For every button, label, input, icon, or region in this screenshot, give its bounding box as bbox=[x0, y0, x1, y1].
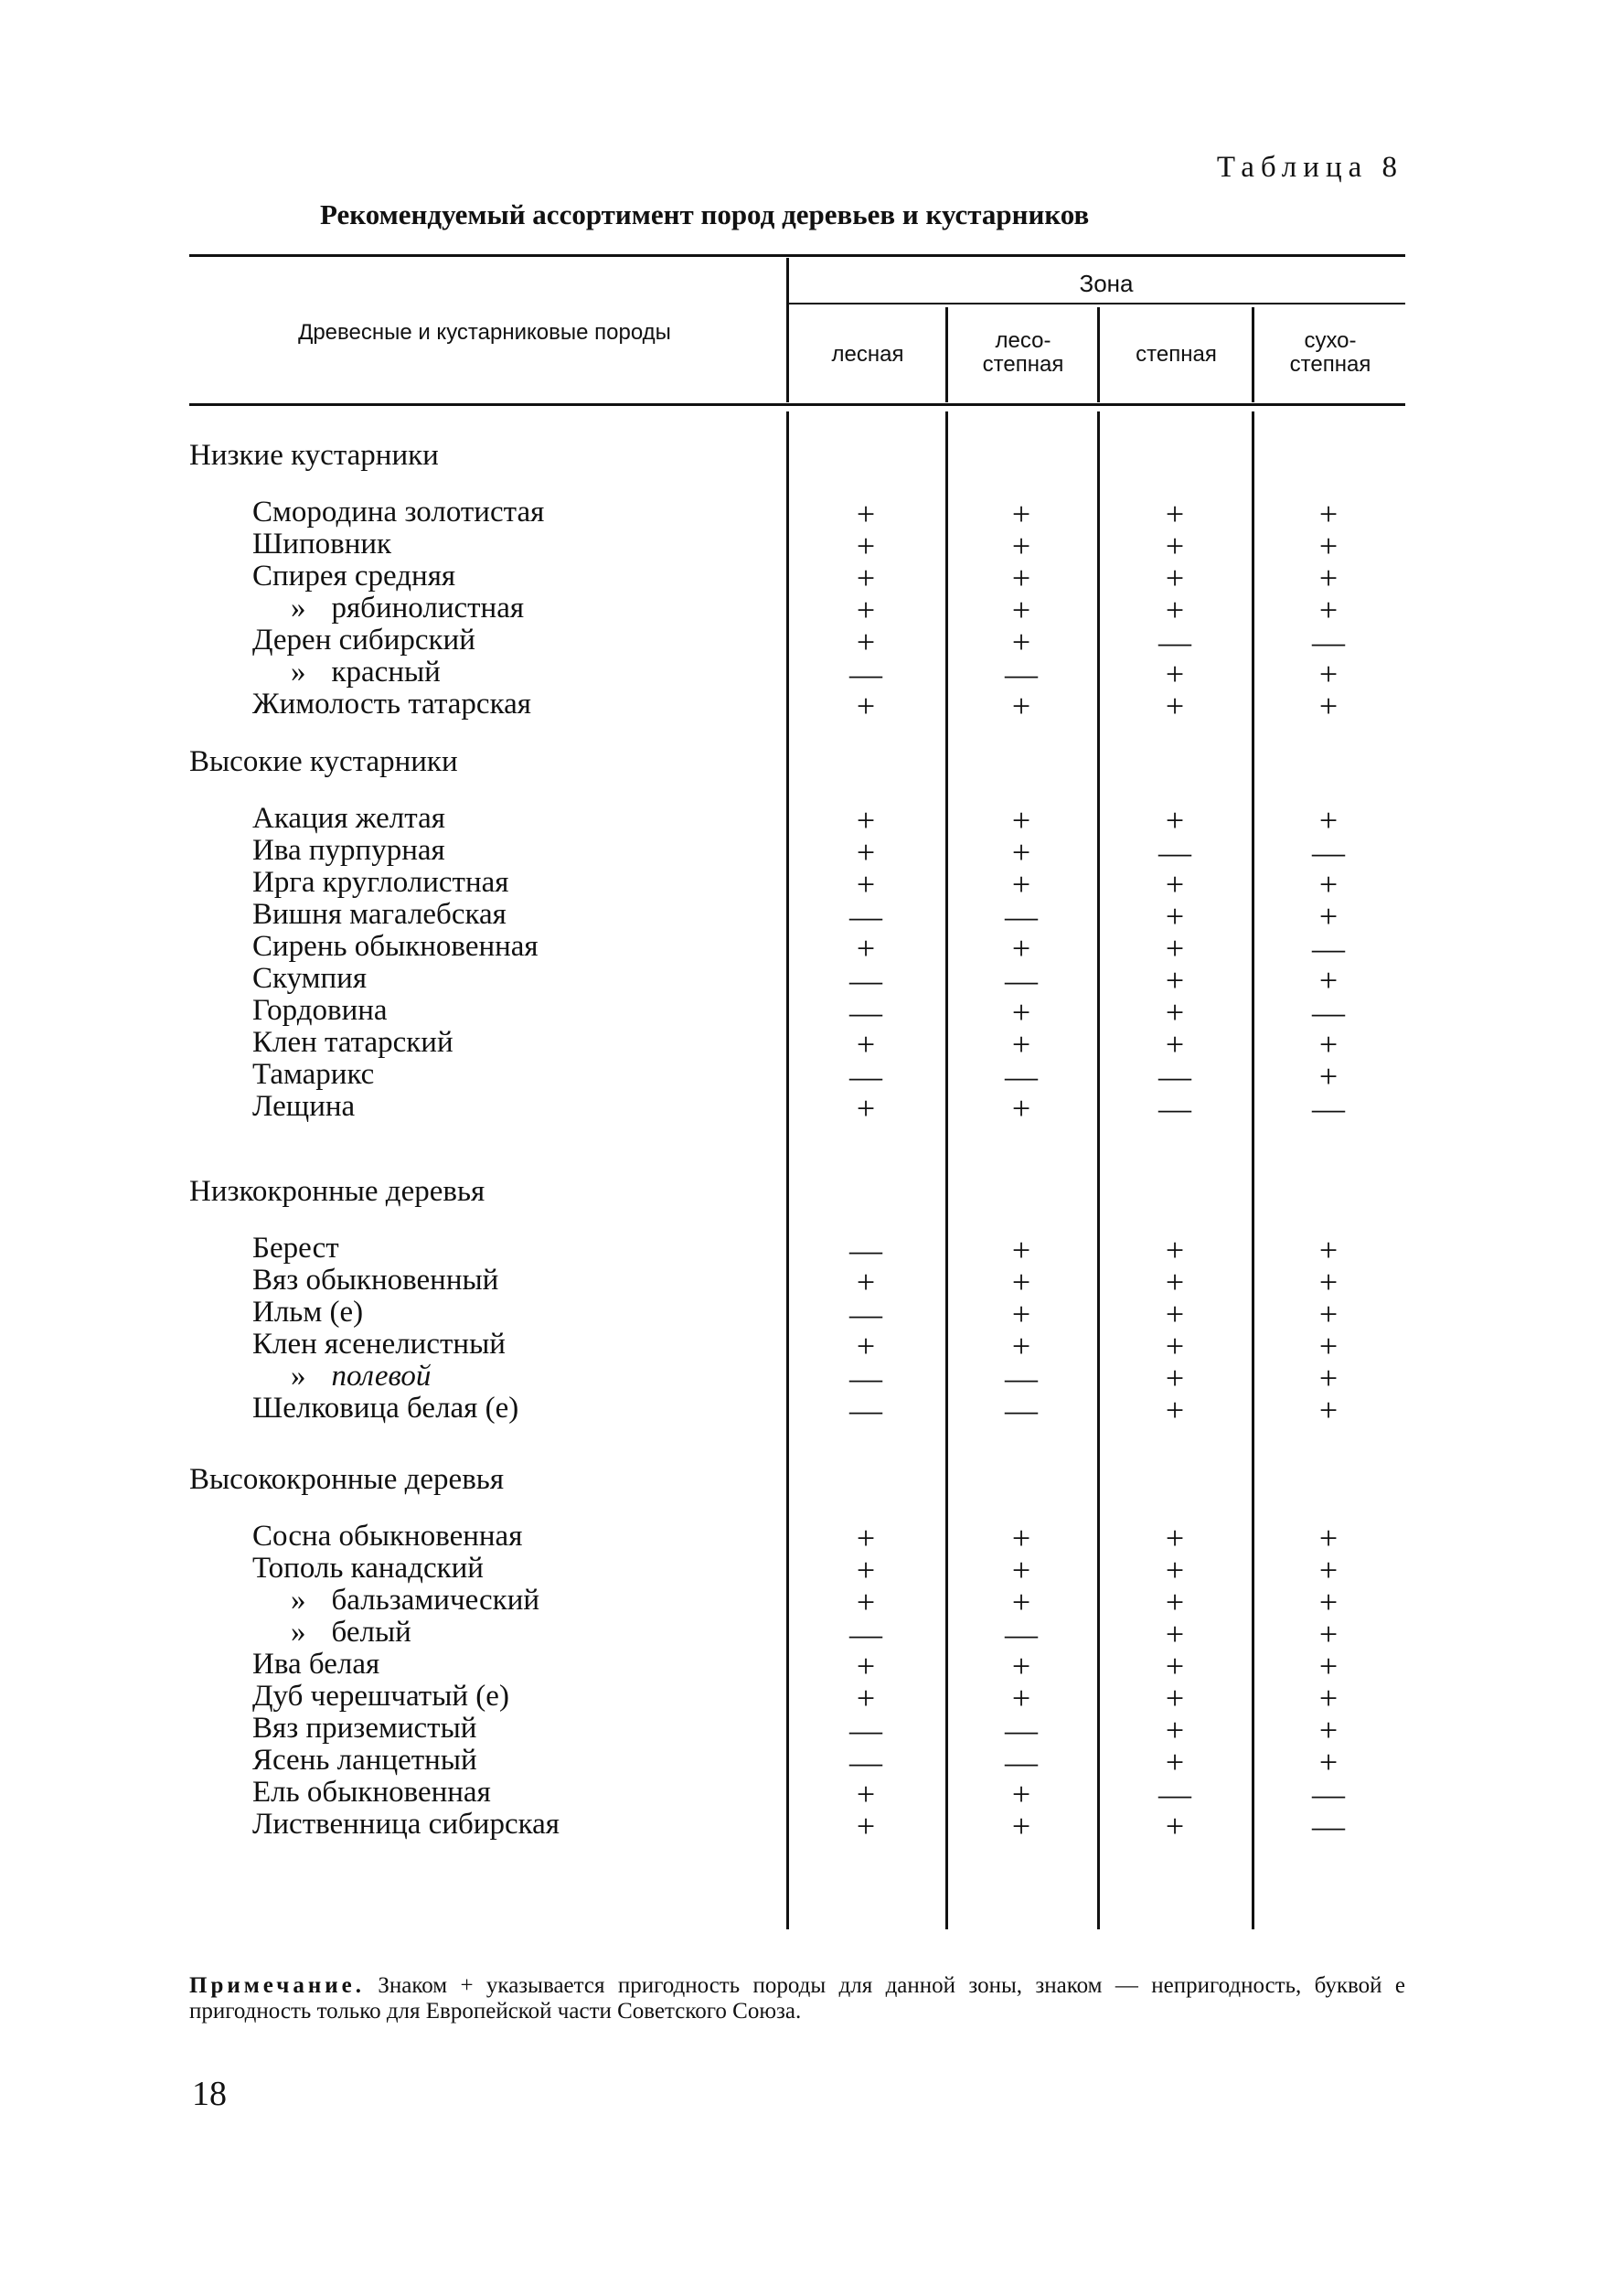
suitability-mark: + bbox=[856, 834, 876, 870]
zone-header-dry-steppe bbox=[1255, 329, 1405, 377]
suitability-mark: + bbox=[1165, 1680, 1185, 1716]
species-name: Ива белая bbox=[252, 1648, 380, 1681]
suitability-mark: + bbox=[1165, 496, 1185, 532]
species-name: красный bbox=[331, 656, 441, 689]
species-name: Ильм (е) bbox=[252, 1296, 364, 1329]
suitability-mark: + bbox=[1318, 656, 1339, 692]
species-name: полевой bbox=[331, 1360, 432, 1393]
suitability-mark: + bbox=[1011, 1328, 1031, 1364]
suitability-mark: + bbox=[1165, 1712, 1185, 1748]
species-row-name bbox=[252, 834, 445, 868]
suitability-mark: + bbox=[1318, 496, 1339, 532]
suitability-mark: — bbox=[1312, 834, 1345, 870]
zone-header-steppe bbox=[1101, 343, 1252, 367]
page-number: 18 bbox=[192, 2075, 227, 2113]
suitability-mark: — bbox=[1312, 1776, 1345, 1812]
suitability-mark: + bbox=[1165, 1264, 1185, 1300]
header-bottom-rule bbox=[189, 403, 1405, 406]
species-name: Шелковица белая (е) bbox=[252, 1392, 519, 1425]
suitability-mark: + bbox=[1318, 1552, 1339, 1588]
header-divider-3 bbox=[1252, 307, 1254, 402]
suitability-mark: + bbox=[1011, 592, 1031, 628]
species-row-name bbox=[252, 930, 539, 964]
species-name: Сирень обыкновенная bbox=[252, 930, 539, 963]
suitability-mark: + bbox=[1011, 624, 1031, 660]
header-divider-2 bbox=[1097, 307, 1100, 402]
suitability-mark: + bbox=[856, 624, 876, 660]
suitability-mark: + bbox=[1011, 1552, 1031, 1588]
species-name: Ива пурпурная bbox=[252, 834, 445, 867]
header-divider-0 bbox=[786, 258, 789, 402]
species-row-name bbox=[252, 1058, 374, 1092]
species-row-name bbox=[252, 1808, 560, 1842]
suitability-mark: + bbox=[1165, 898, 1185, 934]
suitability-mark: + bbox=[1165, 1360, 1185, 1396]
suitability-mark: + bbox=[1318, 866, 1339, 902]
suitability-mark: + bbox=[1318, 1616, 1339, 1652]
suitability-mark: + bbox=[1165, 1744, 1185, 1780]
suitability-mark: — bbox=[849, 1360, 882, 1396]
suitability-mark: + bbox=[1318, 898, 1339, 934]
species-name: Ель обыкновенная bbox=[252, 1776, 491, 1809]
suitability-mark: + bbox=[856, 1680, 876, 1716]
suitability-mark: + bbox=[856, 1328, 876, 1364]
species-name: Ирга круглолистная bbox=[252, 866, 509, 899]
suitability-mark: — bbox=[1158, 1090, 1191, 1127]
note-text: Знаком + указывается пригодность породы для данной зоны, знаком — непригодность, буквой е пригодность только для Европейской части Советского Союза. bbox=[189, 1973, 1406, 2024]
suitability-mark: — bbox=[849, 1232, 882, 1268]
species-row-name bbox=[252, 624, 475, 657]
species-row-name bbox=[252, 898, 507, 932]
species-row-name bbox=[252, 1520, 522, 1554]
suitability-mark: — bbox=[849, 1392, 882, 1428]
suitability-mark: + bbox=[1318, 1264, 1339, 1300]
suitability-mark: + bbox=[1318, 1026, 1339, 1063]
body-divider-1 bbox=[945, 411, 948, 1929]
suitability-mark: + bbox=[1318, 1392, 1339, 1428]
suitability-mark: + bbox=[856, 1026, 876, 1063]
species-row-name bbox=[252, 1744, 477, 1778]
zone-header-line1: лесо- bbox=[995, 328, 1051, 353]
suitability-mark: — bbox=[1158, 834, 1191, 870]
suitability-mark: + bbox=[1165, 1026, 1185, 1063]
suitability-mark: + bbox=[1165, 1296, 1185, 1332]
suitability-mark: — bbox=[1005, 1392, 1038, 1428]
suitability-mark: + bbox=[1318, 1712, 1339, 1748]
species-name: Дуб черешчатый (е) bbox=[252, 1680, 509, 1713]
suitability-mark: — bbox=[849, 1296, 882, 1332]
suitability-mark: + bbox=[856, 1648, 876, 1684]
species-column-header: Древесные и кустарниковые породы bbox=[298, 320, 671, 345]
suitability-mark: + bbox=[1011, 528, 1031, 564]
suitability-mark: + bbox=[1318, 1680, 1339, 1716]
suitability-mark: + bbox=[1165, 866, 1185, 902]
zone-header-line1: степная bbox=[1136, 342, 1217, 367]
group-title: Высокие кустарники bbox=[189, 745, 458, 778]
suitability-mark: + bbox=[1165, 994, 1185, 1031]
suitability-mark: + bbox=[856, 1808, 876, 1844]
suitability-mark: + bbox=[856, 560, 876, 596]
species-name: Вяз приземистый bbox=[252, 1712, 477, 1745]
zone-header-line1: лесная bbox=[831, 342, 904, 367]
table-label: Таблица 8 bbox=[1216, 151, 1403, 184]
species-name: Вяз обыкновенный bbox=[252, 1264, 499, 1297]
species-name: Шиповник bbox=[252, 528, 392, 561]
suitability-mark: + bbox=[856, 930, 876, 966]
suitability-mark: + bbox=[1318, 560, 1339, 596]
suitability-mark: + bbox=[1318, 1744, 1339, 1780]
species-row-name bbox=[291, 656, 441, 689]
ditto-mark: » bbox=[291, 1616, 306, 1649]
suitability-mark: + bbox=[1165, 1648, 1185, 1684]
species-row-name bbox=[252, 866, 508, 900]
species-row-name bbox=[252, 1090, 355, 1124]
suitability-mark: + bbox=[1318, 1520, 1339, 1556]
suitability-mark: + bbox=[1011, 688, 1031, 724]
species-name: Гордовина bbox=[252, 994, 388, 1027]
species-row-name bbox=[252, 688, 531, 721]
species-name: белый bbox=[331, 1616, 411, 1649]
species-row-name bbox=[291, 1360, 431, 1394]
suitability-mark: — bbox=[849, 962, 882, 998]
page-title: Рекомендуемый ассортимент пород деревьев и кустарников bbox=[320, 198, 1090, 230]
suitability-mark: — bbox=[1005, 1744, 1038, 1780]
suitability-mark: — bbox=[849, 1616, 882, 1652]
top-rule bbox=[189, 254, 1405, 257]
species-row-name bbox=[252, 1776, 491, 1810]
species-row-name bbox=[252, 1264, 498, 1298]
suitability-mark: — bbox=[849, 1712, 882, 1748]
body-divider-3 bbox=[1252, 411, 1254, 1929]
species-row-name bbox=[252, 1392, 518, 1426]
suitability-mark: — bbox=[1158, 1776, 1191, 1812]
suitability-mark: + bbox=[1165, 962, 1185, 998]
suitability-mark: + bbox=[1165, 592, 1185, 628]
suitability-mark: + bbox=[1011, 1520, 1031, 1556]
species-name: Жимолость татарская bbox=[252, 688, 531, 721]
suitability-mark: + bbox=[856, 802, 876, 838]
suitability-mark: + bbox=[856, 1090, 876, 1127]
species-row-name bbox=[252, 1712, 476, 1746]
suitability-mark: + bbox=[1165, 1808, 1185, 1844]
suitability-mark: — bbox=[1005, 656, 1038, 692]
header-divider-1 bbox=[945, 307, 948, 402]
suitability-mark: + bbox=[1318, 688, 1339, 724]
species-row-name bbox=[252, 1648, 379, 1682]
species-row-name bbox=[252, 1680, 509, 1714]
suitability-mark: + bbox=[1011, 496, 1031, 532]
species-name: Тополь канадский bbox=[252, 1552, 484, 1585]
species-row-name bbox=[252, 496, 544, 529]
suitability-mark: + bbox=[1318, 1584, 1339, 1620]
suitability-mark: + bbox=[1011, 1584, 1031, 1620]
species-row-name bbox=[252, 994, 388, 1028]
ditto-mark: » bbox=[291, 1360, 306, 1393]
body-divider-2 bbox=[1097, 411, 1100, 1929]
note-label: Примечание. bbox=[189, 1973, 366, 1998]
suitability-mark: + bbox=[856, 1552, 876, 1588]
suitability-mark: — bbox=[849, 1744, 882, 1780]
suitability-mark: + bbox=[1318, 1296, 1339, 1332]
suitability-mark: — bbox=[1312, 994, 1345, 1031]
suitability-mark: + bbox=[1011, 930, 1031, 966]
species-row-name bbox=[252, 802, 445, 836]
zone-header: Зона bbox=[1079, 270, 1134, 297]
ditto-mark: » bbox=[291, 592, 306, 625]
suitability-mark: — bbox=[1312, 1090, 1345, 1127]
suitability-mark: + bbox=[1165, 1520, 1185, 1556]
suitability-mark: + bbox=[1318, 1058, 1339, 1095]
ditto-mark: » bbox=[291, 1584, 306, 1617]
table-note bbox=[189, 1973, 1405, 2024]
suitability-mark: — bbox=[849, 994, 882, 1031]
suitability-mark: + bbox=[1318, 528, 1339, 564]
suitability-mark: + bbox=[1165, 1552, 1185, 1588]
suitability-mark: + bbox=[1011, 994, 1031, 1031]
suitability-mark: — bbox=[1312, 624, 1345, 660]
species-row-name bbox=[252, 1026, 453, 1060]
species-name: Сосна обыкновенная bbox=[252, 1520, 523, 1553]
species-name: Дерен сибирский bbox=[252, 624, 475, 657]
suitability-mark: + bbox=[1011, 1296, 1031, 1332]
suitability-mark: + bbox=[1165, 1328, 1185, 1364]
suitability-mark: + bbox=[1011, 1090, 1031, 1127]
suitability-mark: + bbox=[1165, 560, 1185, 596]
suitability-mark: + bbox=[1011, 1648, 1031, 1684]
zone-rule bbox=[788, 303, 1405, 304]
suitability-mark: + bbox=[1011, 834, 1031, 870]
suitability-mark: + bbox=[1165, 802, 1185, 838]
suitability-mark: + bbox=[1318, 1232, 1339, 1268]
suitability-mark: — bbox=[1005, 898, 1038, 934]
suitability-mark: — bbox=[1005, 962, 1038, 998]
species-row-name bbox=[252, 962, 367, 996]
suitability-mark: — bbox=[1312, 1808, 1345, 1844]
species-name: Смородина золотистая bbox=[252, 496, 545, 529]
suitability-mark: + bbox=[856, 496, 876, 532]
ditto-mark: » bbox=[291, 656, 306, 689]
zone-header-line1: сухо- bbox=[1304, 328, 1357, 353]
suitability-mark: — bbox=[849, 898, 882, 934]
suitability-mark: + bbox=[856, 592, 876, 628]
suitability-mark: + bbox=[1318, 1360, 1339, 1396]
suitability-mark: + bbox=[1318, 802, 1339, 838]
suitability-mark: + bbox=[1165, 1616, 1185, 1652]
suitability-mark: + bbox=[856, 866, 876, 902]
species-row-name bbox=[291, 1584, 539, 1618]
species-name: Акация желтая bbox=[252, 802, 445, 835]
species-row-name bbox=[252, 560, 455, 593]
zone-header-line2: степная bbox=[982, 352, 1064, 377]
species-row-name bbox=[291, 1616, 411, 1650]
suitability-mark: + bbox=[1165, 930, 1185, 966]
species-row-name bbox=[252, 1328, 506, 1362]
species-name: Тамарикс bbox=[252, 1058, 375, 1091]
suitability-mark: + bbox=[1165, 656, 1185, 692]
body-divider-0 bbox=[786, 411, 789, 1929]
species-name: рябинолистная bbox=[331, 592, 525, 625]
suitability-mark: + bbox=[1011, 802, 1031, 838]
suitability-mark: + bbox=[1011, 1808, 1031, 1844]
suitability-mark: — bbox=[1005, 1058, 1038, 1095]
species-name: Лиственница сибирская bbox=[252, 1808, 560, 1841]
species-row-name bbox=[291, 592, 524, 625]
suitability-mark: — bbox=[1312, 930, 1345, 966]
species-name: Спирея средняя bbox=[252, 560, 456, 593]
suitability-mark: + bbox=[1011, 1680, 1031, 1716]
species-row-name bbox=[252, 1232, 339, 1265]
suitability-mark: + bbox=[1011, 1026, 1031, 1063]
species-name: Берест bbox=[252, 1232, 339, 1265]
suitability-mark: — bbox=[1158, 1058, 1191, 1095]
suitability-mark: + bbox=[1011, 1232, 1031, 1268]
suitability-mark: — bbox=[1158, 624, 1191, 660]
species-name: Лещина bbox=[252, 1090, 356, 1123]
suitability-mark: + bbox=[1165, 1392, 1185, 1428]
group-title: Низкие кустарники bbox=[189, 439, 439, 472]
suitability-mark: + bbox=[1318, 1328, 1339, 1364]
species-name: Вишня магалебская bbox=[252, 898, 507, 931]
suitability-mark: + bbox=[1165, 1584, 1185, 1620]
suitability-mark: + bbox=[1011, 866, 1031, 902]
suitability-mark: — bbox=[1005, 1616, 1038, 1652]
species-row-name bbox=[252, 528, 391, 561]
group-title: Низкокронные деревья bbox=[189, 1175, 485, 1208]
species-row-name bbox=[252, 1296, 363, 1330]
suitability-mark: + bbox=[1318, 592, 1339, 628]
suitability-mark: — bbox=[1005, 1360, 1038, 1396]
zone-header-forest bbox=[790, 343, 945, 367]
species-name: Ясень ланцетный bbox=[252, 1744, 477, 1777]
group-title: Высококронные деревья bbox=[189, 1463, 505, 1496]
suitability-mark: + bbox=[1165, 1232, 1185, 1268]
suitability-mark: + bbox=[856, 1776, 876, 1812]
species-name: бальзамический bbox=[331, 1584, 540, 1617]
suitability-mark: + bbox=[1011, 1264, 1031, 1300]
suitability-mark: + bbox=[856, 1584, 876, 1620]
suitability-mark: + bbox=[856, 688, 876, 724]
species-row-name bbox=[252, 1552, 484, 1586]
suitability-mark: + bbox=[1011, 1776, 1031, 1812]
suitability-mark: + bbox=[856, 1264, 876, 1300]
suitability-mark: + bbox=[1011, 560, 1031, 596]
species-name: Скумпия bbox=[252, 962, 368, 995]
suitability-mark: + bbox=[1318, 962, 1339, 998]
suitability-mark: — bbox=[1005, 1712, 1038, 1748]
suitability-mark: + bbox=[856, 528, 876, 564]
zone-header-forest-steppe bbox=[949, 329, 1097, 377]
suitability-mark: + bbox=[856, 1520, 876, 1556]
suitability-mark: + bbox=[1165, 688, 1185, 724]
suitability-mark: — bbox=[849, 656, 882, 692]
suitability-mark: + bbox=[1318, 1648, 1339, 1684]
suitability-mark: + bbox=[1165, 528, 1185, 564]
zone-header-line2: степная bbox=[1289, 352, 1371, 377]
suitability-mark: — bbox=[849, 1058, 882, 1095]
species-name: Клен ясенелистный bbox=[252, 1328, 506, 1361]
species-name: Клен татарский bbox=[252, 1026, 453, 1059]
